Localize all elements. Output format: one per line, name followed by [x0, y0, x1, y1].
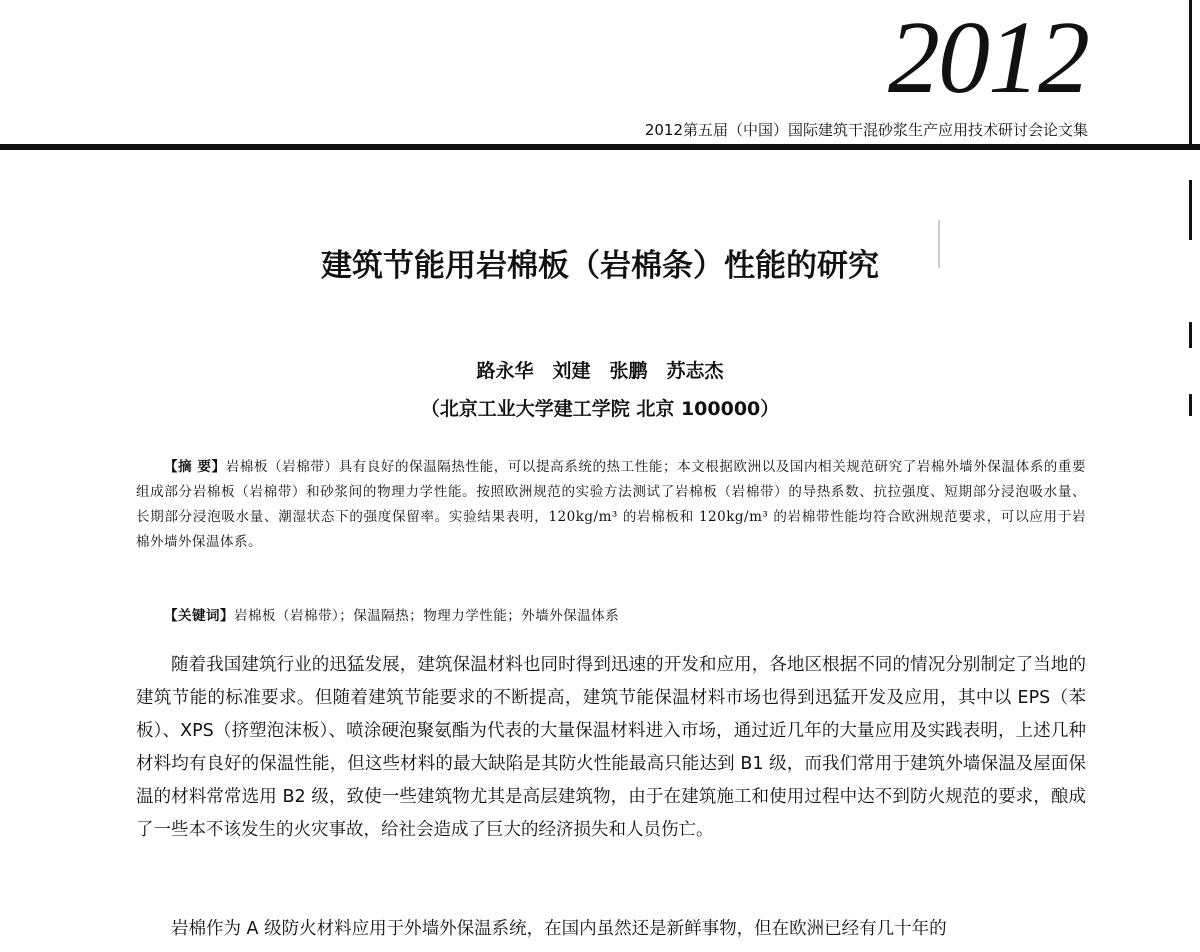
paper-title: 建筑节能用岩棉板（岩棉条）性能的研究 — [321, 248, 879, 284]
page-edge-bar — [1189, 322, 1192, 348]
header-year: 2012 — [888, 0, 1088, 115]
abstract — [136, 455, 1086, 555]
header-rule — [0, 144, 1200, 150]
keywords-label: 【关键词】 — [164, 608, 234, 624]
paper-authors: 路永华 刘建 张鹏 苏志杰 — [476, 360, 724, 382]
proceedings-title: 2012第五届（中国）国际建筑干混砂浆生产应用技术研讨会论文集 — [644, 121, 1088, 139]
keywords-text: 岩棉板（岩棉带）；保温隔热；物理力学性能；外墙外保温体系 — [234, 608, 620, 624]
paper-affiliation: （北京工业大学建工学院 北京 100000） — [420, 398, 780, 420]
abstract-text: 岩棉板（岩棉带）具有良好的保温隔热性能，可以提高系统的热工性能；本文根据欧洲以及国内相关规范研究了岩棉外墙外保温体系的重要组成部分岩棉板（岩棉带）和砂浆间的物理力学性能。按照欧洲规范的实验方法测试了岩棉板（岩棉带）的导热系数、抗拉强度、短期部分浸泡吸水量、长期部分浸泡吸水量、潮湿状态下的强度保留率。实验结果表明，120kg/m³ 的岩棉板和 120kg/m³ 的岩棉带性能均符合欧洲规范要求，可以应用于岩棉外墙外保温体系。 — [136, 459, 1087, 550]
body-paragraph-1: 随着我国建筑行业的迅猛发展，建筑保温材料也同时得到迅速的开发和应用，各地区根据不同的情况分别制定了当地的建筑节能的标准要求。但随着建筑节能要求的不断提高，建筑节能保温材料市场也得到迅猛开发及应用，其中以 EPS（苯板）、XPS（挤塑泡沫板）、喷涂硬泡聚氨酯为代表的大量保温材料进入市场，通过近几年的大量应用及实践表明，上述几种材料均有良好的保温性能，但这些材料的最大缺陷是其防火性能最高只能达到 B1 级，而我们常用于建筑外墙保温及屋面保温的材料常常选用 B2 级，致使一些建筑物尤其是高层建筑物，由于在建筑施工和使用过程中达不到防火规范的要求，酿成了一些本不该发生的火灾事故，给社会造成了巨大的经济损失和人员伤亡。 — [136, 655, 1086, 840]
abstract-label: 【摘 要】 — [164, 459, 226, 475]
page-edge-bar — [1189, 0, 1192, 150]
page-edge-bar — [1189, 180, 1192, 240]
keywords — [136, 604, 1086, 628]
body-paragraph-2: 岩棉作为 A 级防火材料应用于外墙外保温系统，在国内虽然还是新鲜事物，但在欧洲已经有几十年的 — [171, 919, 947, 939]
